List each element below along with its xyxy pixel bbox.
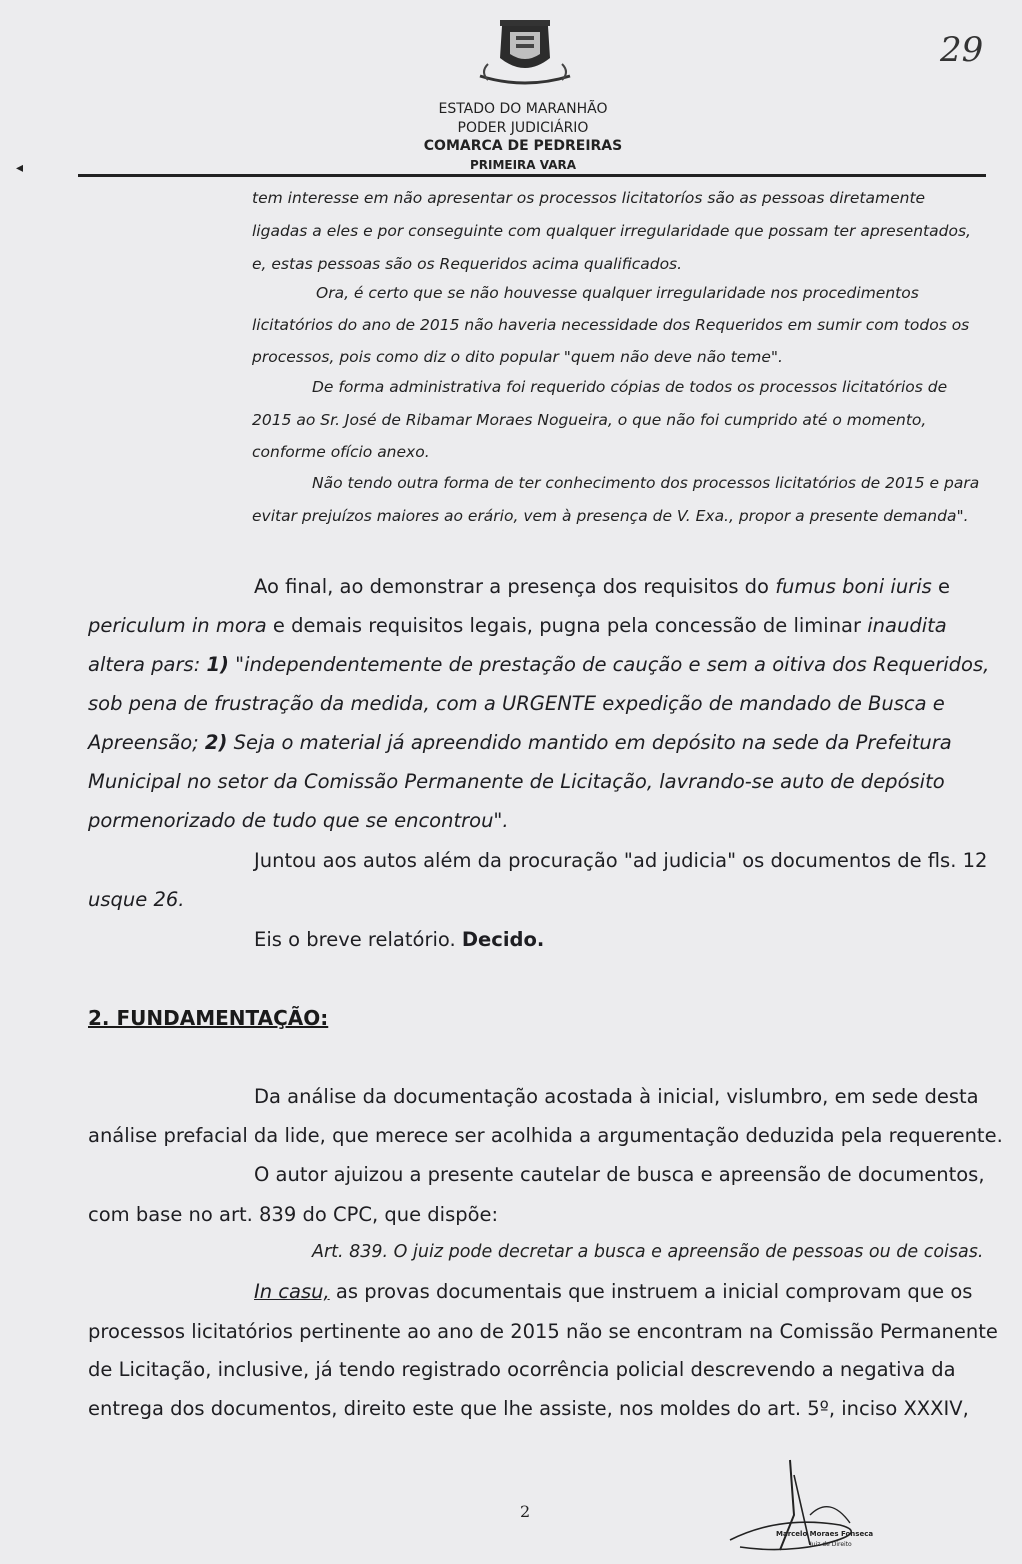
article-quote: Art. 839. O juiz pode decretar a busca e apreensão de pessoas ou de coisas. — [312, 1242, 984, 1262]
paragraph-line: entrega dos documentos, direito este que lhe assiste, nos moldes do art. 5º, inciso XXXIV, — [88, 1397, 969, 1420]
margin-mark: ◂ — [16, 160, 24, 176]
paragraph-line: periculum in mora e demais requisitos legais, pugna pela concessão de liminar inaudita — [88, 614, 947, 637]
quote-line: De forma administrativa foi requerido cópias de todos os processos licitatórios de — [312, 378, 948, 396]
quote-line: processos, pois como diz o dito popular "quem não deve não teme". — [252, 348, 783, 366]
header-state: ESTADO DO MARANHÃO — [438, 101, 608, 117]
quote-line: 2015 ao Sr. José de Ribamar Moraes Nogueira, o que não foi cumprido até o momento, — [252, 411, 927, 429]
paragraph-line: usque 26. — [88, 888, 185, 911]
header-vara: PRIMEIRA VARA — [469, 158, 577, 172]
paragraph-line: Eis o breve relatório. Decido. — [254, 928, 545, 951]
header-judiciary: PODER JUDICIÁRIO — [457, 120, 589, 136]
paragraph-line: sob pena de frustração da medida, com a URGENTE expedição de mandado de Busca e — [88, 692, 945, 715]
signature-name: Marcelo Moraes Fonseca — [776, 1530, 874, 1538]
paragraph-line: com base no art. 839 do CPC, que dispõe: — [88, 1203, 499, 1226]
signature-icon — [720, 1455, 920, 1555]
section-title: 2. FUNDAMENTAÇÃO: — [88, 1006, 329, 1030]
quote-line: evitar prejuízos maiores ao erário, vem à presença de V. Exa., propor a presente demanda". — [252, 507, 969, 525]
paragraph-line: de Licitação, inclusive, já tendo registrado ocorrência policial descrevendo a negativa da — [88, 1358, 956, 1381]
paragraph-line: análise prefacial da lide, que merece ser acolhida a argumentação deduzida pela requerente. — [88, 1124, 1003, 1147]
folio-number: 29 — [940, 30, 984, 70]
paragraph-line: Municipal no setor da Comissão Permanente de Licitação, lavrando-se auto de depósito — [88, 770, 945, 793]
signature-title: Juiz de Direito — [810, 1541, 852, 1548]
quote-line: e, estas pessoas são os Requeridos acima qualificados. — [252, 255, 683, 273]
paragraph-line: pormenorizado de tudo que se encontrou". — [88, 809, 509, 832]
paragraph-line: altera pars: 1) "independentemente de prestação de caução e sem a oitiva dos Requeridos, — [88, 653, 990, 676]
paragraph-line: In casu, as provas documentais que instruem a inicial comprovam que os — [254, 1280, 973, 1303]
coat-of-arms-icon — [470, 18, 580, 90]
paragraph-line: O autor ajuizou a presente cautelar de busca e apreensão de documentos, — [254, 1163, 985, 1186]
header-divider — [78, 174, 986, 177]
quote-line: licitatórios do ano de 2015 não haveria necessidade dos Requeridos em sumir com todos os — [252, 316, 970, 334]
quote-line: tem interesse em não apresentar os processos licitatoríos são as pessoas diretamente — [252, 189, 926, 207]
quote-line: ligadas a eles e por conseguinte com qualquer irregularidade que possam ter apresentados, — [252, 222, 971, 240]
quote-line: conforme ofício anexo. — [252, 443, 430, 461]
quote-line: Ora, é certo que se não houvesse qualquer irregularidade nos procedimentos — [316, 284, 919, 302]
quote-line: Não tendo outra forma de ter conhecimento dos processos licitatórios de 2015 e para — [312, 474, 980, 492]
header-comarca: COMARCA DE PEDREIRAS — [423, 138, 623, 154]
paragraph-line: Da análise da documentação acostada à inicial, vislumbro, em sede desta — [254, 1085, 979, 1108]
paragraph-line: Ao final, ao demonstrar a presença dos requisitos do fumus boni iuris e — [254, 575, 950, 598]
paragraph-line: Apreensão; 2) Seja o material já apreendido mantido em depósito na sede da Prefeitura — [88, 731, 952, 754]
page-number: 2 — [520, 1502, 531, 1521]
paragraph-line: processos licitatórios pertinente ao ano de 2015 não se encontram na Comissão Permanente — [88, 1320, 998, 1343]
paragraph-line: Juntou aos autos além da procuração "ad judicia" os documentos de fls. 12 — [254, 849, 988, 872]
